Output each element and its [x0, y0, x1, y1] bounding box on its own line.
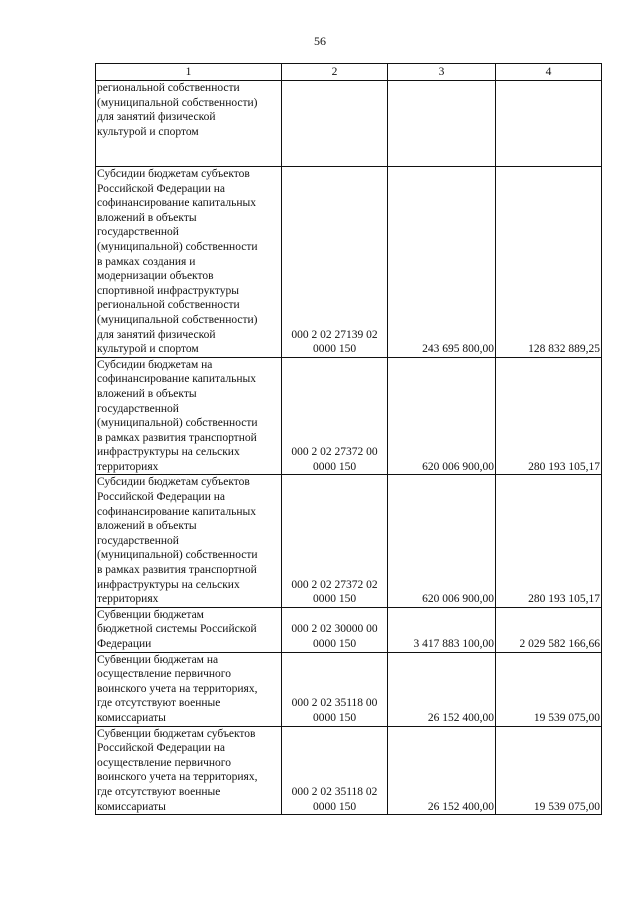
row-code: [282, 726, 388, 815]
row-code: [282, 652, 388, 726]
row-amount-exec: 128 832 889,25: [496, 167, 602, 358]
row-code-text: 000 2 02 27372 02 0000 150: [291, 578, 378, 606]
row-code: [282, 81, 388, 167]
row-amount-plan: 26 152 400,00: [388, 652, 496, 726]
column-header-4: 4: [496, 64, 602, 81]
row-name: [96, 81, 282, 167]
table-row: [96, 167, 602, 358]
row-amount-plan: [388, 81, 496, 167]
page-number: 56: [314, 34, 326, 48]
row-name: [96, 652, 282, 726]
column-header-1: 1: [96, 64, 282, 81]
row-name-text: Субвенции бюджетам бюджетной системы Российской Федерации: [97, 608, 257, 650]
row-amount-plan: 620 006 900,00: [388, 475, 496, 607]
row-code-text: 000 2 02 27139 02 0000 150: [291, 328, 378, 356]
column-header-3: 3: [388, 64, 496, 81]
row-amount-exec: 19 539 075,00: [496, 652, 602, 726]
budget-table: [95, 63, 602, 815]
row-name-text: Субсидии бюджетам субъектов Российской Федерации на софинансирование капитальных вложений в объекты государственной (муниципальной) собственности в рамках создания и модернизации объектов спортивной инфраструктуры региональной собственности (муниципальной собственности) для занятий физической культурой и спортом: [97, 168, 258, 356]
row-code: [282, 167, 388, 358]
row-code-text: 000 2 02 30000 00 0000 150: [291, 623, 378, 650]
row-amount-plan: 26 152 400,00: [388, 726, 496, 815]
header-row: [96, 64, 602, 81]
row-amount-exec: 2 029 582 166,66: [496, 607, 602, 652]
column-header-2: 2: [282, 64, 388, 81]
table-row: [96, 607, 602, 652]
table-row: [96, 357, 602, 475]
table-row: [96, 726, 602, 815]
row-code: [282, 357, 388, 475]
row-name-text: Субвенции бюджетам субъектов Российской Федерации на осуществление первичного воинского учета на территориях, где отсутствуют военные комиссариаты: [97, 727, 258, 813]
row-amount-plan: 620 006 900,00: [388, 357, 496, 475]
row-name-text: Субсидии бюджетам на софинансирование капитальных вложений в объекты государственной (муниципальной) собственности в рамках развития транспортной инфраструктуры на сельских территориях: [97, 358, 258, 473]
row-amount-plan: 243 695 800,00: [388, 167, 496, 358]
row-name-text: региональной собственности (муниципальной собственности) для занятий физической культурой и спортом: [97, 82, 258, 138]
row-amount-exec: 280 193 105,17: [496, 475, 602, 607]
row-name: [96, 167, 282, 358]
row-name-text: Субвенции бюджетам на осуществление первичного воинского учета на территориях, где отсутствуют военные комиссариаты: [97, 653, 258, 724]
row-amount-plan: 3 417 883 100,00: [388, 607, 496, 652]
row-name: [96, 726, 282, 815]
row-name: [96, 475, 282, 607]
row-code-text: 000 2 02 35118 00 0000 150: [291, 697, 378, 724]
row-name: [96, 357, 282, 475]
row-code: [282, 607, 388, 652]
row-amount-exec: 19 539 075,00: [496, 726, 602, 815]
table-row: [96, 652, 602, 726]
row-code-text: 000 2 02 35118 02 0000 150: [291, 785, 378, 813]
table-row: [96, 81, 602, 167]
row-name: [96, 607, 282, 652]
row-code: [282, 475, 388, 607]
row-name-text: Субсидии бюджетам субъектов Российской Федерации на софинансирование капитальных вложений в объекты государственной (муниципальной) собственности в рамках развития транспортной инфраструктуры на сельских территориях: [97, 476, 258, 606]
row-amount-exec: [496, 81, 602, 167]
table-row: [96, 475, 602, 607]
row-code-text: 000 2 02 27372 00 0000 150: [291, 446, 378, 473]
row-amount-exec: 280 193 105,17: [496, 357, 602, 475]
